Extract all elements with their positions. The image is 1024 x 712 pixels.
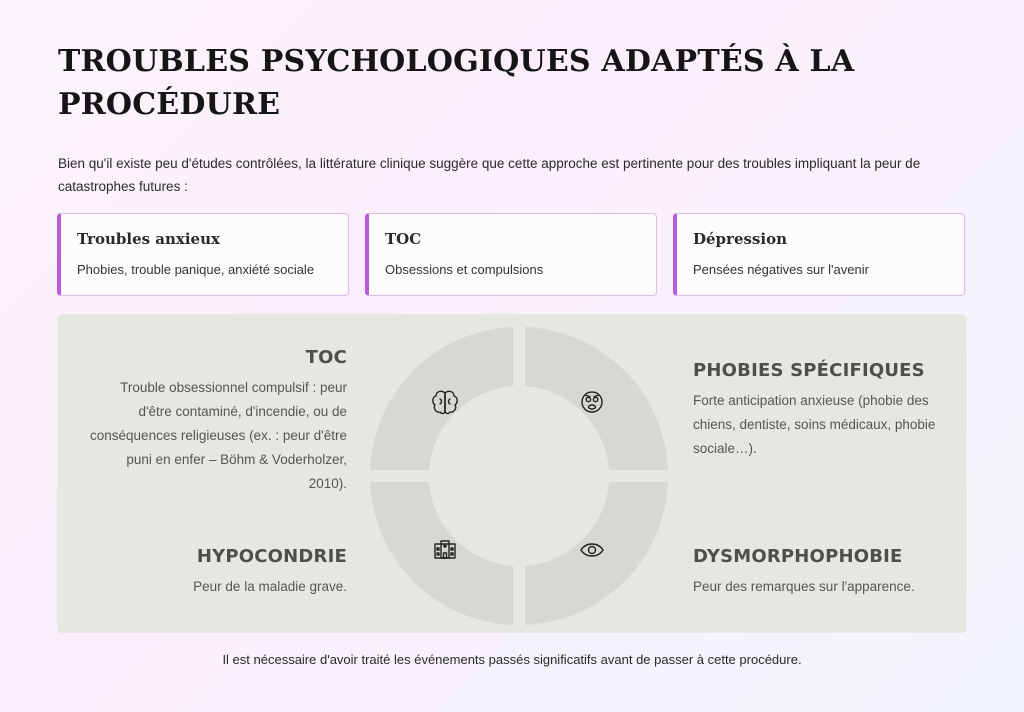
- item-desc: Peur de la maladie grave.: [193, 579, 347, 594]
- card-depression: [673, 213, 965, 296]
- intro-text: Bien qu'il existe peu d'études contrôlées, la littérature clinique suggère que cette approche est pertinente pour des troubles impliquant la peur de catastrophes futures :: [58, 156, 921, 194]
- item-desc: Trouble obsessionnel compulsif : peur d'être contaminé, d'incendie, ou de conséquences religieuses (ex. : peur d'être puni en enfer – Böhm & Voderholzer, 2010).: [90, 380, 347, 491]
- disorder-cards: [57, 213, 967, 298]
- card-title: Troubles anxieux: [77, 230, 220, 248]
- card-desc: Obsessions et compulsions: [385, 262, 544, 277]
- footer-note: Il est nécessaire d'avoir traité les événements passés significatifs avant de passer à cette procédure.: [222, 652, 802, 667]
- card-desc: Phobies, trouble panique, anxiété sociale: [77, 262, 315, 277]
- item-title: TOC: [305, 347, 347, 368]
- item-title: PHOBIES SPÉCIFIQUES: [693, 360, 925, 381]
- segment-top-left: [370, 327, 513, 470]
- item-desc: Forte anticipation anxieuse (phobie des chiens, dentiste, soins médicaux, phobie sociale…).: [693, 393, 936, 456]
- segment-bottom-right: [525, 482, 668, 625]
- card-title: TOC: [385, 230, 422, 248]
- card-title: Dépression: [693, 230, 787, 248]
- item-toc: [87, 347, 347, 496]
- item-title: HYPOCONDRIE: [196, 546, 347, 567]
- item-title: DYSMORPHOPHOBIE: [693, 546, 903, 567]
- card-anxiety: [57, 213, 349, 296]
- item-dysmorphophobie: [693, 546, 953, 599]
- item-desc: Peur des remarques sur l'apparence.: [693, 579, 915, 594]
- card-desc: Pensées négatives sur l'avenir: [693, 262, 869, 277]
- page-title: TROUBLES PSYCHOLOGIQUES ADAPTÉS À LA PROCÉDURE: [58, 44, 855, 122]
- card-toc: [365, 213, 657, 296]
- item-phobies: [693, 360, 953, 461]
- disorders-diagram: [57, 314, 967, 633]
- item-hypocondrie: [87, 546, 347, 599]
- segment-top-right: [525, 327, 668, 470]
- quadrant-wheel: [366, 323, 672, 629]
